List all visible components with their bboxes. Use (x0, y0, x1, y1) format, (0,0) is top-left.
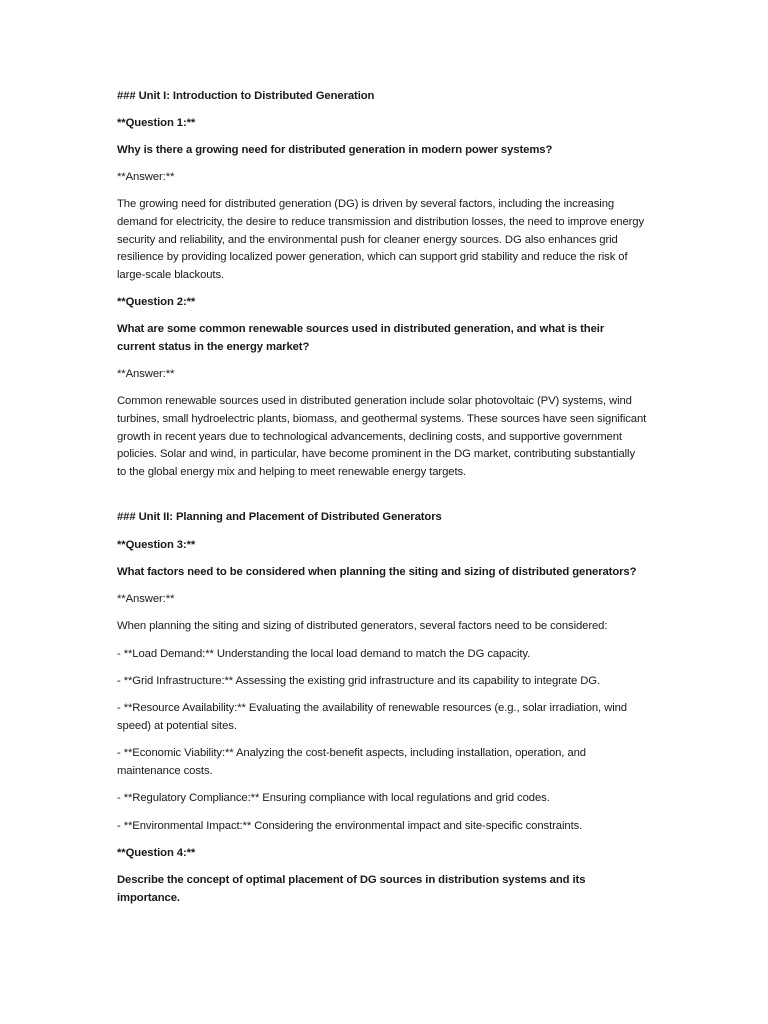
answer3-list-item: - **Environmental Impact:** Considering the environmental impact and site-specific constraints. (117, 820, 583, 832)
answer3-list-item: - **Regulatory Compliance:** Ensuring compliance with local regulations and grid codes. (117, 792, 550, 804)
question2-label: **Question 2:** (117, 296, 196, 308)
question1-text: Why is there a growing need for distributed generation in modern power systems? (117, 144, 553, 156)
answer3-intro: When planning the siting and sizing of distributed generators, several factors need to be considered: (117, 620, 608, 632)
unit2-heading: ### Unit II: Planning and Placement of Distributed Generators (117, 511, 442, 523)
answer2-label: **Answer:** (117, 368, 175, 380)
answer3-label: **Answer:** (117, 593, 175, 605)
question3-label: **Question 3:** (117, 539, 196, 551)
question2-text: What are some common renewable sources used in distributed generation, and what is their current status in the energy market? (117, 323, 605, 353)
question3-text: What factors need to be considered when planning the siting and sizing of distributed generators? (117, 566, 637, 578)
question4-text: Describe the concept of optimal placement of DG sources in distribution systems and its importance. (117, 874, 586, 904)
answer1-text: The growing need for distributed generation (DG) is driven by several factors, including the increasing demand for electricity, the desire to reduce transmission and distribution losses, the need to improve energy security and reliability, and the environmental push for cleaner energy sources. DG also enhances grid resilience by providing localized power generation, which can support grid stability and reduce the risk of large-scale blackouts. (117, 198, 645, 282)
answer3-list-item: - **Economic Viability:** Analyzing the cost-benefit aspects, including installation, operation, and maintenance costs. (117, 747, 586, 777)
answer1-label: **Answer:** (117, 171, 175, 183)
answer3-list-item: - **Grid Infrastructure:** Assessing the existing grid infrastructure and its capability to integrate DG. (117, 675, 601, 687)
answer3-list-item: - **Resource Availability:** Evaluating the availability of renewable resources (e.g., solar irradiation, wind speed) at potential sites. (117, 702, 627, 732)
question4-label: **Question 4:** (117, 847, 196, 859)
answer2-text: Common renewable sources used in distributed generation include solar photovoltaic (PV) systems, wind turbines, small hydroelectric plants, biomass, and geothermal systems. These sources have seen significant growth in recent years due to technological advancements, declining costs, and supportive government policies. Solar and wind, in particular, have become prominent in the DG market, contributing substantially to the global energy mix and helping to meet renewable energy targets. (117, 395, 647, 479)
answer3-list-item: - **Load Demand:** Understanding the local load demand to match the DG capacity. (117, 648, 531, 660)
question1-label: **Question 1:** (117, 117, 196, 129)
unit1-heading: ### Unit I: Introduction to Distributed Generation (117, 90, 375, 102)
